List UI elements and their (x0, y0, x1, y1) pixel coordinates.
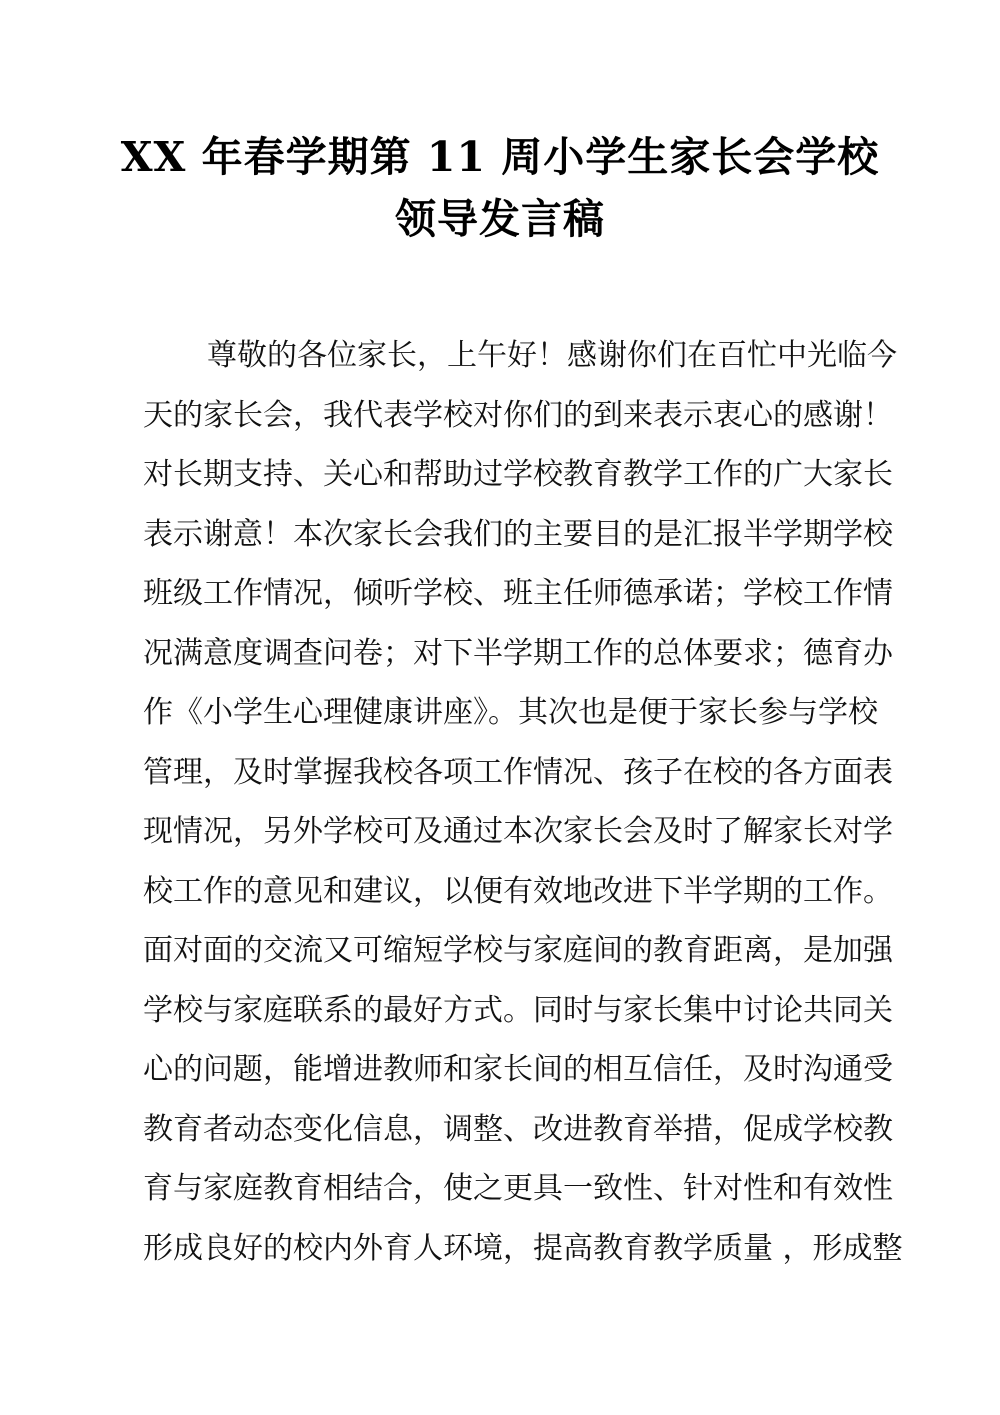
title-line-2: 领导发言稿 (395, 195, 605, 243)
body-line: 尊敬的各位家长，上午好！感谢你们在百忙中光临今 (207, 338, 897, 373)
document-body (143, 326, 903, 1278)
body-line: 对长期支持、关心和帮助过学校教育教学工作的广大家长 (143, 457, 893, 492)
body-line: 育与家庭教育相结合，使之更具一致性、针对性和有效性 (143, 1171, 893, 1206)
body-line: 教育者动态变化信息，调整、改进教育举措，促成学校教 (143, 1111, 893, 1147)
body-line: 况满意度调查问卷；对下半学期工作的总体要求；德育办 (143, 635, 893, 671)
body-line: 学校与家庭联系的最好方式。同时与家长集中讨论共同关 (143, 992, 893, 1028)
body-line: 表示谢意！本次家长会我们的主要目的是汇报半学期学校 (143, 516, 893, 552)
body-line: 天的家长会，我代表学校对你们的到来表示衷心的感谢！ (143, 397, 893, 433)
body-line: 面对面的交流又可缩短学校与家庭间的教育距离，是加强 (143, 933, 893, 968)
body-line: 班级工作情况，倾听学校、班主任师德承诺；学校工作情 (143, 576, 893, 611)
document-title (0, 0, 1000, 250)
body-line: 作《小学生心理健康讲座》。其次也是便于家长参与学校 (143, 695, 878, 730)
body-line: 心的问题，能增进教师和家长间的相互信任，及时沟通受 (143, 1052, 893, 1087)
body-line: 校工作的意见和建议，以便有效地改进下半学期的工作。 (143, 873, 893, 909)
body-line: 现情况，另外学校可及通过本次家长会及时了解家长对学 (143, 814, 893, 849)
body-line: 管理，及时掌握我校各项工作情况、孩子在校的各方面表 (143, 754, 893, 790)
title-line-1: XX 年春学期第 11 周小学生家长会学校 (120, 133, 880, 181)
body-line: 形成良好的校内外育人环境，提高教育教学质量 ，形成整 (143, 1230, 903, 1266)
